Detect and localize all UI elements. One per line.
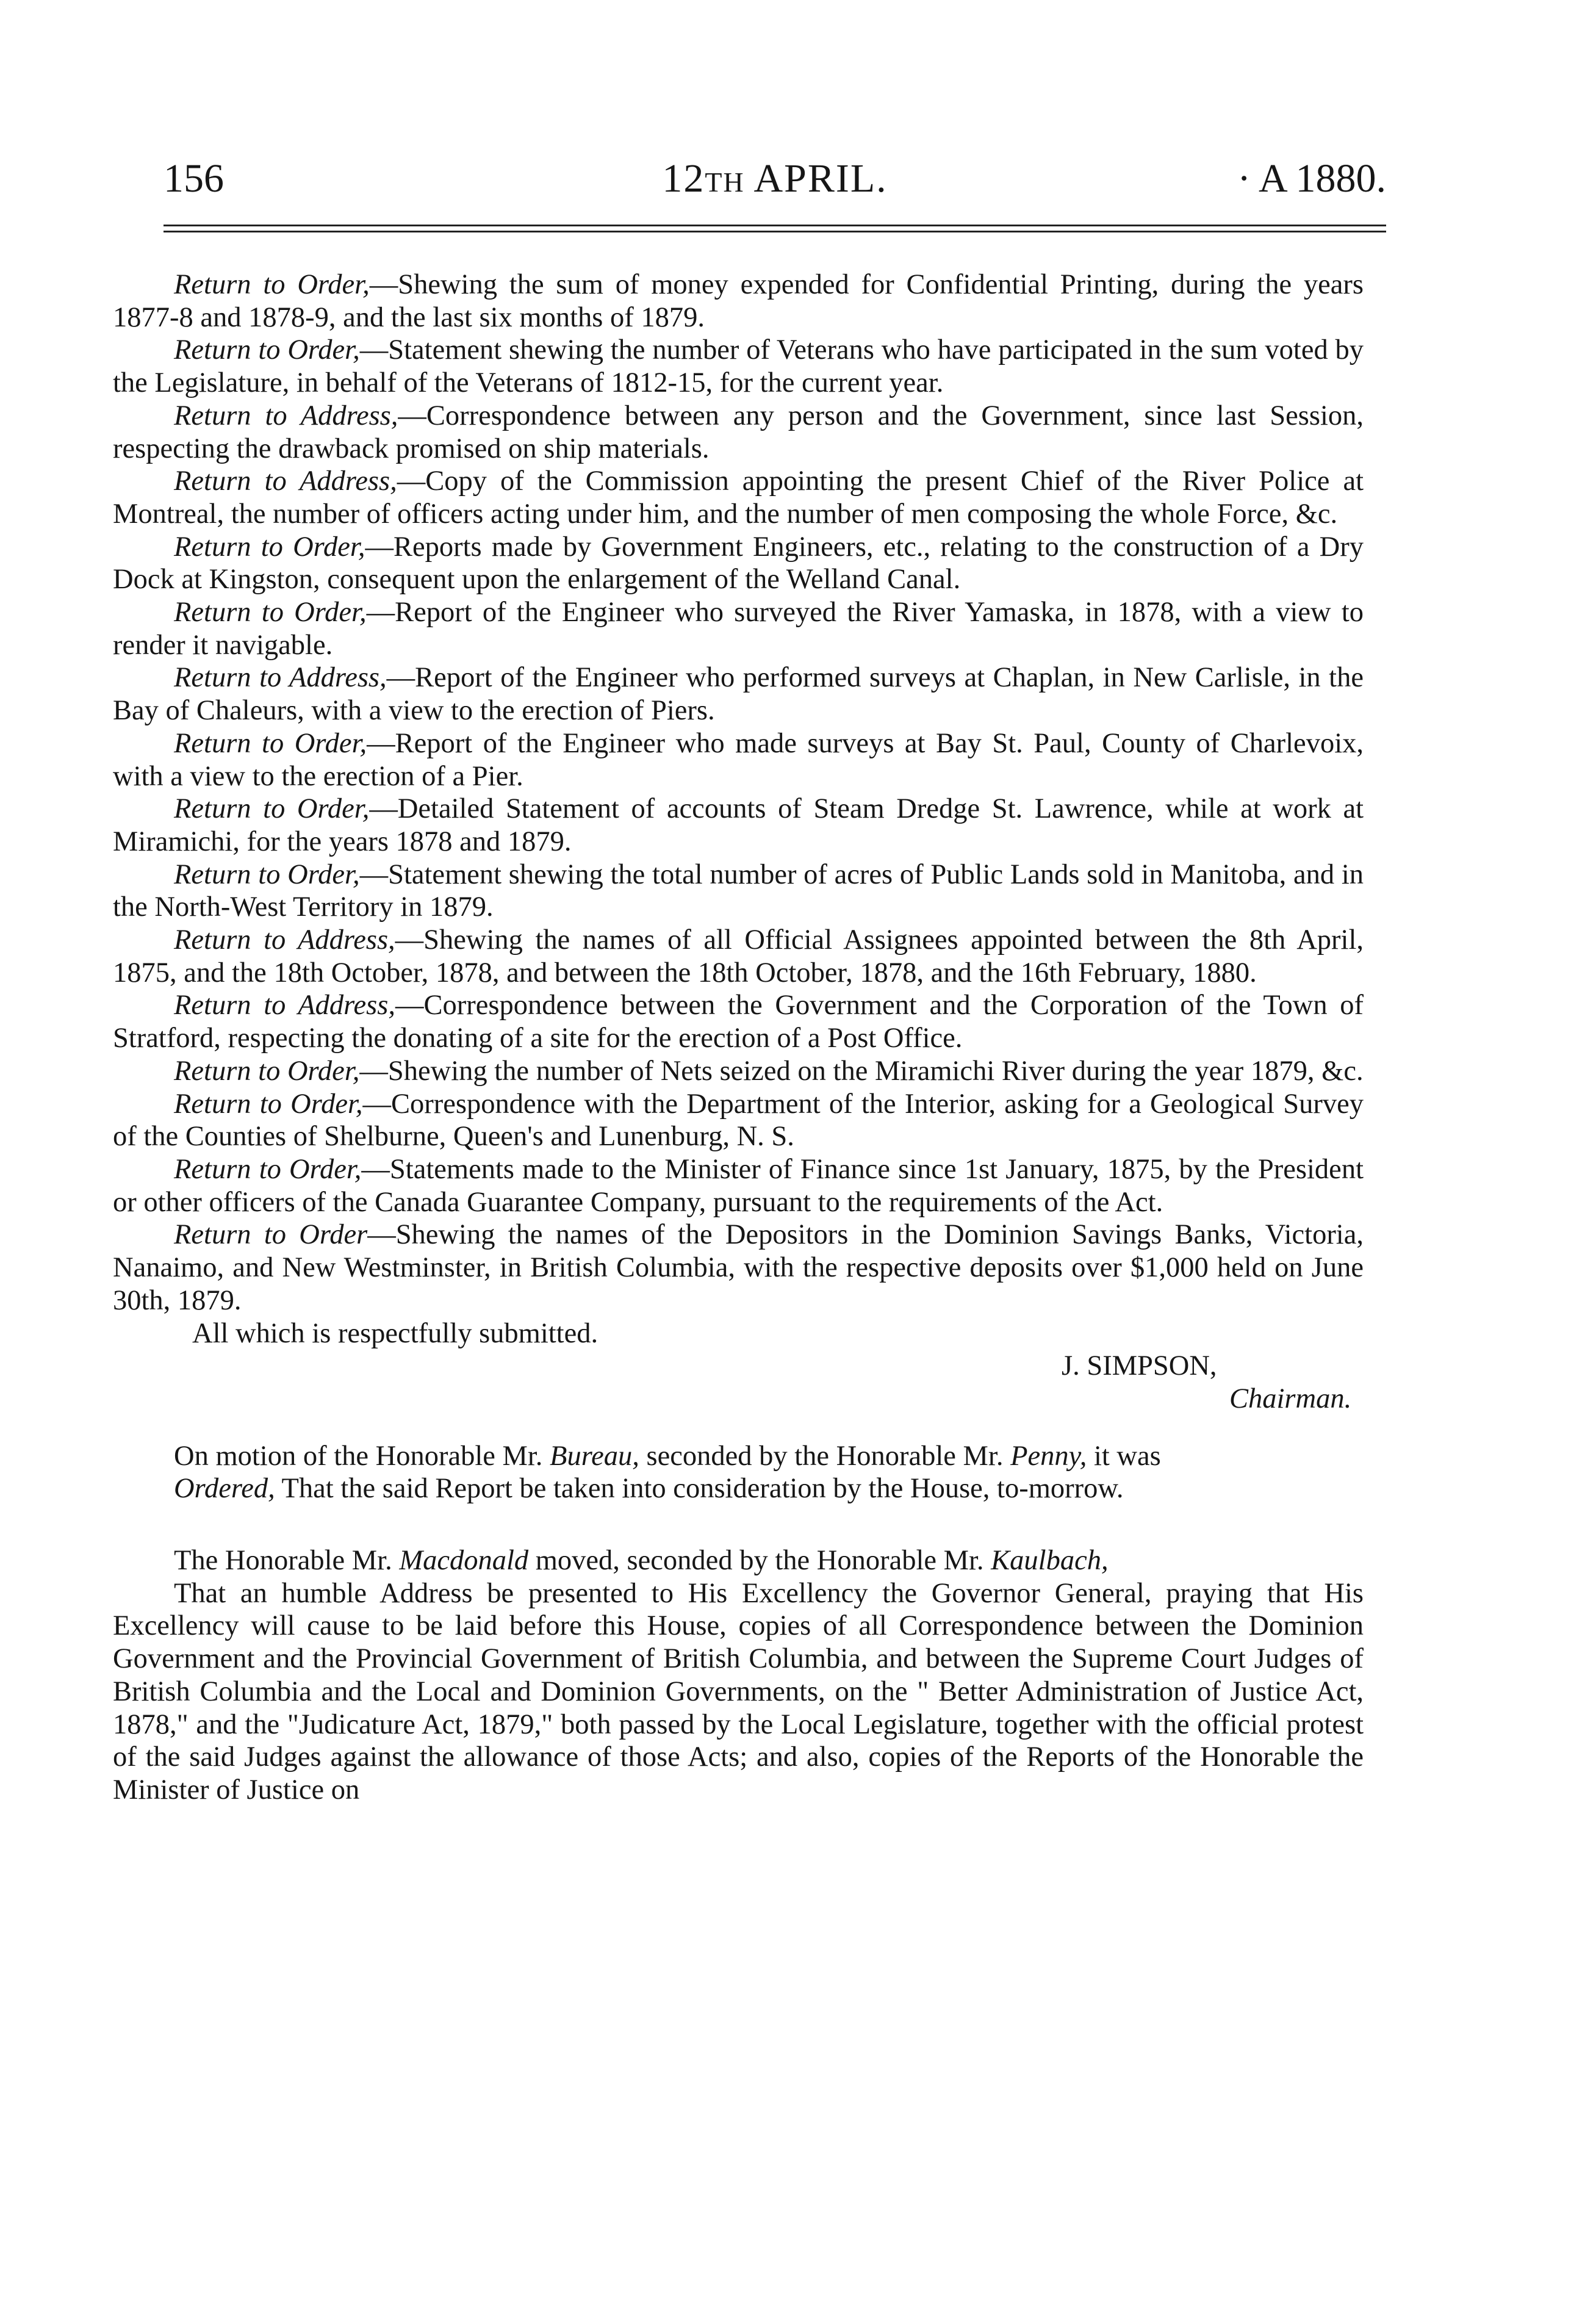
return-kind: Return to Address, <box>174 466 397 497</box>
return-text: —Report of the Engineer who surveyed the River Yamaska, in 1878, with a view to render it navigable. <box>113 597 1364 661</box>
return-text: —Report of the Engineer who made surveys at Bay St. Paul, County of Charlevoix, with a view to the erection of a Pier. <box>113 727 1364 792</box>
return-kind: Return to Address, <box>174 990 395 1021</box>
return-kind: Return to Address, <box>174 400 398 431</box>
page-number: 156 <box>164 156 224 201</box>
seconder-name: Penny, <box>1010 1440 1087 1472</box>
motion-text: seconded by the Honorable Mr. <box>639 1440 1011 1472</box>
motion2-paragraph <box>113 1544 1364 1577</box>
header-rule-bottom <box>164 231 1386 232</box>
return-kind: Return to Order, <box>174 727 367 759</box>
return-item <box>113 531 1364 596</box>
return-item <box>113 859 1364 924</box>
motion-text: it was <box>1087 1440 1161 1472</box>
return-text: —Statement shewing the total number of acres of Public Lands sold in Manitoba, and in the North-West Territory in 1879. <box>113 859 1364 923</box>
return-text: —Correspondence between the Government and the Corporation of the Town of Stratford, respecting the donating of a site for the erection of a Post Office. <box>113 990 1364 1054</box>
return-kind: Return to Address, <box>174 662 387 694</box>
return-item <box>113 924 1364 989</box>
return-kind: Return to Order, <box>174 1088 363 1120</box>
return-text: —Shewing the names of the Depositors in the Dominion Savings Banks, Victoria, Nanaimo, and New Westminster, in British Columbia, with the respective deposits over $1,000 held on June 30th, 1879. <box>113 1219 1364 1316</box>
page-body <box>113 268 1364 1807</box>
return-text: —Report of the Engineer who performed surveys at Chaplan, in New Carlisle, in the Bay of Chaleurs, with a view to the erection of Piers. <box>113 662 1364 727</box>
return-text: —Correspondence between any person and the Government, since last Session, respecting the drawback promised on ship materials. <box>113 400 1364 464</box>
returns-list <box>113 268 1364 1317</box>
spacer <box>113 1416 1364 1440</box>
return-kind: Return to Order <box>174 1219 368 1251</box>
mover-name: Macdonald <box>399 1545 529 1577</box>
return-item <box>113 1219 1364 1317</box>
motion-paragraph <box>113 1440 1364 1473</box>
return-text: —Shewing the names of all Official Assignees appointed between the 8th April, 1875, and the 18th October, 1878, and between the 18th October, 1878, and the 16th February, 1880. <box>113 924 1364 988</box>
return-item <box>113 727 1364 793</box>
return-item <box>113 268 1364 334</box>
return-item <box>113 334 1364 399</box>
return-kind: Return to Order, <box>174 859 360 890</box>
return-item <box>113 661 1364 727</box>
return-kind: Return to Order, <box>174 1055 360 1087</box>
motion-text: The Honorable Mr. <box>174 1545 400 1577</box>
address-paragraph: That an humble Address be presented to His Excellency the Governor General, praying that His Excellency will cause to be laid before this House, copies of all Correspondence between the Dominion Government and the Provincial Government of British Columbia, and between the Supreme Court Judges of British Columbia and the Local and Dominion Governments, on the " Better Administration of Justice Act, 1878," and the "Judicature Act, 1879," both passed by the Local Legislature, together with the official protest of the said Judges against the allowance of those Acts; and also, copies of the Reports of the Honorable the Minister of Justice on <box>113 1577 1364 1805</box>
closing-line: All which is respectfully submitted. <box>192 1317 598 1349</box>
motion-text: On motion of the Honorable Mr. <box>174 1440 550 1472</box>
header-year: · A 1880. <box>1237 156 1386 201</box>
header-date: 12th APRIL. <box>662 156 888 201</box>
return-item <box>113 1088 1364 1153</box>
return-kind: Return to Order, <box>174 793 370 825</box>
spacer <box>113 1505 1364 1544</box>
return-kind: Return to Order, <box>174 531 365 563</box>
return-item <box>113 400 1364 465</box>
return-text: —Correspondence with the Department of the Interior, asking for a Geological Survey of the Counties of Shelburne, Queen's and Lunenburg, N. S. <box>113 1088 1364 1153</box>
return-text: —Reports made by Government Engineers, etc., relating to the construction of a Dry Dock at Kingston, consequent upon the enlargement of the Welland Canal. <box>113 531 1364 596</box>
return-item <box>113 1055 1364 1088</box>
return-item <box>113 596 1364 661</box>
signature-name: J. SIMPSON, <box>1062 1350 1217 1382</box>
return-text: —Shewing the number of Nets seized on the Miramichi River during the year 1879, &c. <box>359 1055 1364 1087</box>
ordered-text: That the said Report be taken into consideration by the House, to-morrow. <box>275 1473 1124 1505</box>
return-kind: Return to Order, <box>174 597 367 628</box>
seconder-name: Kaulbach, <box>991 1545 1109 1577</box>
return-kind: Return to Order, <box>174 1153 362 1185</box>
return-item <box>113 793 1364 858</box>
return-item <box>113 1153 1364 1219</box>
return-item <box>113 465 1364 530</box>
return-kind: Return to Address, <box>174 924 395 956</box>
return-kind: Return to Order, <box>174 269 370 300</box>
return-text: —Shewing the sum of money expended for Confidential Printing, during the years 1877-8 and 1878-9, and the last six months of 1879. <box>113 269 1364 333</box>
ordered-label: Ordered, <box>174 1473 275 1505</box>
return-text: —Copy of the Commission appointing the present Chief of the River Police at Montreal, the number of officers acting under him, and the number of men composing the whole Force, &c. <box>113 466 1364 530</box>
return-item <box>113 989 1364 1054</box>
header-rule-top <box>164 225 1386 226</box>
return-text: —Statement shewing the number of Veterans who have participated in the sum voted by the Legislature, in behalf of the Veterans of 1812-15, for the current year. <box>113 334 1364 399</box>
return-kind: Return to Order, <box>174 334 360 366</box>
page-header <box>164 156 1386 211</box>
return-text: —Detailed Statement of accounts of Steam Dredge St. Lawrence, while at work at Miramichi, for the years 1878 and 1879. <box>113 793 1364 857</box>
motion-text: moved, seconded by the Honorable Mr. <box>528 1545 991 1577</box>
return-text: —Statements made to the Minister of Finance since 1st January, 1875, by the President or other officers of the Canada Guarantee Company, pursuant to the requirements of the Act. <box>113 1153 1364 1218</box>
ordered-paragraph <box>113 1472 1364 1505</box>
signature-title: Chairman. <box>1229 1383 1352 1414</box>
mover-name: Bureau, <box>550 1440 639 1472</box>
